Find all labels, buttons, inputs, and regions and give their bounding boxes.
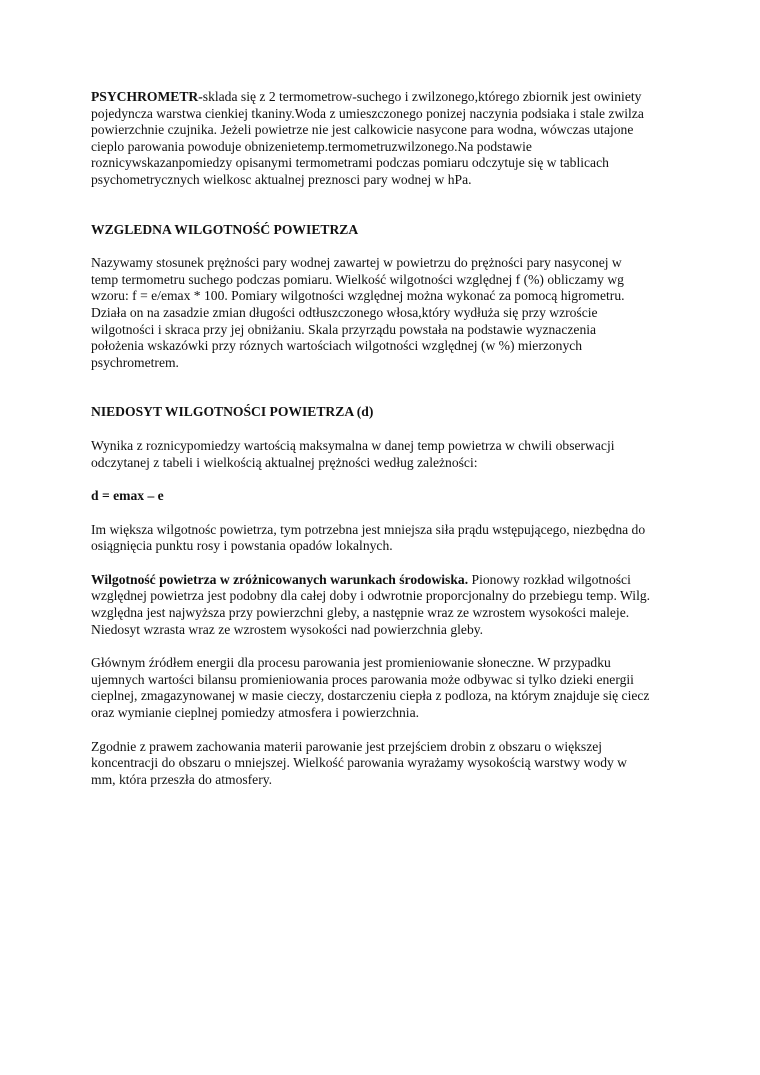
formula: d = emax – e (91, 488, 164, 504)
document-page (91, 89, 671, 788)
paragraph-psychrometr (91, 89, 671, 189)
text-line: Im większa wilgotnośc powietrza, tym potrzebna jest mniejsza siła prądu wstępującego, niezbędna do (91, 521, 646, 537)
text-line: koncentracji do obszaru o mniejszej. Wielkość parowania wyrażamy wysokością warstwy wody w (91, 755, 627, 771)
text-line: psychometrycznych wielkosc aktualnej preznosci pary wodnej w hPa. (91, 171, 472, 187)
paragraph-niedosyt (91, 438, 671, 471)
term-wilgotnosc-srodowiska: Wilgotność powietrza w zróżnicowanych warunkach środowiska. (91, 571, 469, 587)
text-line: wzoru: f = e/emax * 100. Pomiary wilgotności względnej można wykonać za pomocą higrometru. (91, 288, 625, 304)
paragraph-wilgotnosc-prad (91, 522, 671, 555)
text-line: psychrometrem. (91, 354, 179, 370)
text-line: roznicywskazanpomiedzy opisanymi termometrami podczas pomiaru odczytuje się w tablicach (91, 155, 609, 171)
term-psychrometr: PSYCHROMETR- (91, 89, 203, 104)
paragraph-wzgledna-wilgotnosc (91, 255, 671, 371)
text-line: powierzchnie czujnika. Jeżeli powietrze nie jest calkowicie nasycone para wodna, wówczas utajone (91, 122, 634, 138)
paragraph-zachowanie-materii (91, 739, 671, 789)
text-line: Wilgotność powietrza w zróżnicowanych warunkach środowiska. Pionowy rozkład wilgotności (91, 571, 631, 587)
paragraph-zroznicowane-warunki (91, 572, 671, 638)
text-line: Niedosyt wzrasta wraz ze wzrostem wysokości nad powierzchnia gleby. (91, 621, 484, 637)
text-line: względnej powietrza jest podobny dla całej doby i odwrotnie proporcjonalny do przebiegu temp. Wilg. (91, 588, 651, 604)
text-line: odczytanej z tabeli i wielkością aktualnej prężności według zależności: (91, 454, 478, 470)
text-line: Głównym źródłem energii dla procesu parowania jest promieniowanie słoneczne. W przypadku (91, 655, 611, 671)
text-line: wilgotności i skraca przy jej obniżaniu. Skala przyrządu powstała na podstawie wyznaczenia (91, 321, 597, 337)
text-line: Nazywamy stosunek prężności pary wodnej zawartej w powietrzu do prężności pary nasyconej w (91, 255, 622, 271)
text-line: mm, która przeszła do atmosfery. (91, 771, 273, 787)
heading-wzgledna-wilgotnosc: WZGLEDNA WILGOTNOŚĆ POWIETRZA (91, 221, 359, 237)
paragraph-energia-parowania (91, 655, 671, 721)
heading-niedosyt-wilgotnosci: NIEDOSYT WILGOTNOŚCI POWIETRZA (d) (91, 404, 374, 420)
text-line: względna jest najwyższa przy powierzchni gleby, a następnie wraz ze wzrostem wysokości maleje. (91, 605, 630, 621)
text-line: Zgodnie z prawem zachowania materii parowanie jest przejściem drobin z obszaru o większej (91, 738, 603, 754)
text-line: położenia wskazówki przy róznych wartościach wilgotności względnej (w %) mierzonych (91, 338, 583, 354)
text-line: PSYCHROMETR-sklada się z 2 termometrow-suchego i zwilzonego,którego zbiornik jest owiniety (91, 89, 642, 104)
text-line: pojedyncza warstwa cienkiej tkaniny.Woda z umieszczonego ponizej naczynia podsiaka i stale zwilza (91, 105, 644, 121)
text-line: cieplnej, zmagazynowanej w masie cieczy, dostarczeniu ciepła z podloza, na którym znajduje się ciecz (91, 688, 650, 704)
text-line: temp termometru suchego podczas pomiaru. Wielkość wilgotności względnej f (%) obliczamy wg (91, 271, 624, 287)
text-line: cieplo parowania powoduje obnizenietemp.termometruzwilzonego.Na podstawie (91, 138, 532, 154)
text-line: Wynika z roznicypomiedzy wartością maksymalna w danej temp powietrza w chwili obserwacji (91, 437, 615, 453)
text-line: osiągnięcia punktu rosy i powstania opadów lokalnych. (91, 538, 393, 554)
text-line: Działa on na zasadzie zmian długości odtłuszczonego włosa,który wydłuża się przy wzroście (91, 304, 598, 320)
text-line: ujemnych wartości bilansu promieniowania proces parowania może odbywac si tylko dzieki energii (91, 671, 634, 687)
text-line: oraz wymianie cieplnej pomiedzy atmosfera i powierzchnia. (91, 705, 420, 721)
